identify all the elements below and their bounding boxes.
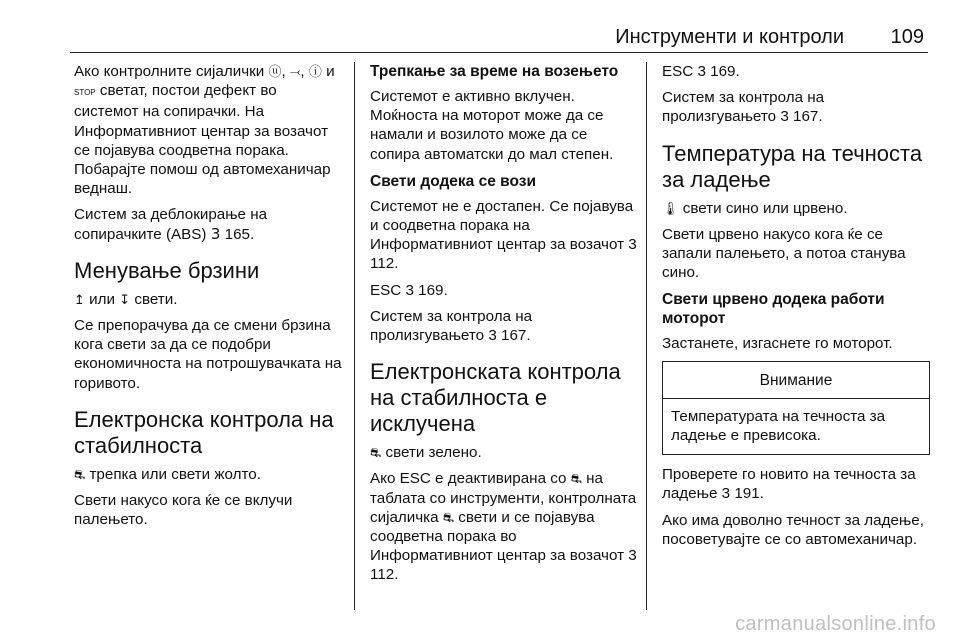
ref-arrow-icon: 3 [628, 547, 637, 565]
caution-title: Внимание [663, 362, 929, 399]
ref-arrow-icon: 3 [488, 327, 497, 345]
heading-lit-driving: Свети додека се вози [370, 172, 536, 190]
page-ref-link[interactable]: 112. [370, 566, 399, 584]
paragraph-not-available: Системот не е достапен. Се појавува и соодветна порака на Информативниот центар за возачот 3 112. [370, 197, 637, 273]
page-ref-link[interactable]: 165. [224, 225, 255, 243]
heading-gear-shift: Менување брзини [74, 257, 260, 283]
heading-esc: Електронска контрола на стабилноста [74, 406, 334, 458]
paragraph-esc-ref: ESC 3 169. [370, 281, 448, 299]
column-2 [370, 62, 640, 592]
esc-off-icon: ⛐ [370, 445, 382, 461]
page-number: 109 [890, 26, 924, 48]
paragraph-esc-ignition: Свети накусо кога ќе се вклучи палењето. [74, 492, 293, 529]
coolant-temperature-icon: 🌡 [662, 200, 679, 216]
paragraph-brake-warning: Ако контролните сијалички ⓤ, ⤙, ⓘ и STOP светат, постои дефект во системот на сопирачки. На Информативниот центар за возачот се појавува соодветна порака. Побарајте помош од автомеханичар веднаш. [74, 63, 335, 198]
brake-system-icon: ⓘ [308, 64, 322, 79]
paragraph-consult-mechanic: Ако има доволно течност за ладење, посоветувајте се со автомеханичар. [662, 511, 924, 548]
esc-icon: ⛐ [74, 466, 86, 482]
caution-box [662, 361, 930, 456]
paragraph-gear-icons: ↥ или ↧ свети. [74, 290, 178, 308]
column-divider-1 [354, 62, 355, 610]
paragraph-blinking: Системот е активно вклучен. Моќноста на моторот може да се намали и возилото може да се сопира автоматски до мал степен. [370, 88, 614, 163]
paragraph-stop-engine: Застанете, изгаснете го моторот. [662, 335, 893, 353]
paragraph-esc-icon: ⛐ трепка или свети жолто. [74, 465, 261, 483]
page-ref-link[interactable]: 112. [370, 255, 399, 273]
paragraph-traction-ref: Систем за контрола на пролизгувањето 3 167. [370, 307, 533, 345]
ref-arrow-icon: 3 [210, 224, 221, 243]
paragraph-check-level: Проверете го новито на течноста за ладење 3 191. [662, 466, 916, 503]
stop-icon: STOP [74, 88, 96, 98]
ref-arrow-icon: 3 [628, 236, 637, 254]
paragraph-gear-advice: Се препорачува да се смени брзина кога свети за да се подобри економичноста на потрошувачката на горивото. [74, 317, 342, 392]
heading-esc-off: Електронската контрола на стабилноста е исклучена [370, 359, 621, 437]
paragraph-abs-ref: Систем за деблокирање на сопирачките (ABS) 3 165. [74, 206, 268, 243]
page-ref-link[interactable]: 191. [734, 485, 764, 503]
heading-coolant-temp: Температура на течноста за ладење [662, 140, 923, 192]
upshift-icon: ↥ [74, 291, 85, 307]
paragraph-esc-off-icon: ⛐ свети зелено. [370, 444, 482, 462]
page-header [70, 22, 928, 53]
watermark: carmanualsonline.info [735, 613, 936, 635]
paragraph-temp-ignition: Свети црвено накусо кога ќе се запали палењето, а потоа станува сино. [662, 225, 906, 282]
abs-icon: ⓤ [268, 64, 282, 79]
ref-arrow-icon: 3 [721, 485, 731, 503]
heading-red-running: Свети црвено додека работи моторот [662, 291, 885, 328]
page-ref-link[interactable]: 167. [501, 327, 531, 345]
paragraph-esc-ref: ESC 3 169. [662, 63, 740, 80]
brake-pads-icon: ⤙ [289, 64, 301, 79]
page-ref-link[interactable]: 167. [793, 108, 823, 126]
ref-arrow-icon: 3 [780, 108, 789, 126]
heading-blinking: Трепкање за време на возењето [370, 63, 619, 80]
esc-off-icon: ⛐ [570, 471, 582, 487]
column-3 [662, 62, 930, 556]
paragraph-traction-ref: Систем за контрола на пролизгувањето 3 167. [662, 89, 825, 126]
column-divider-2 [646, 62, 647, 610]
ref-arrow-icon: 3 [405, 281, 414, 299]
esc-off-icon: ⛐ [442, 509, 455, 525]
page-ref-link[interactable]: 169. [710, 63, 740, 80]
page-title: Инструменти и контроли [615, 26, 844, 48]
paragraph-temp-icon: 🌡 свети сино или црвено. [662, 199, 848, 217]
downshift-icon: ↧ [119, 291, 131, 307]
paragraph-esc-deactivated: Ако ESC е деактивирана со ⛐ на таблата со инструменти, контролната сијаличка ⛐ свети и се појавува соодветна порака во Информативниот центар за возачот 3 112. [370, 470, 637, 584]
page-ref-link[interactable]: 169. [418, 281, 448, 299]
column-1 [74, 62, 344, 536]
ref-arrow-icon: 3 [697, 63, 706, 80]
caution-text: Температурата на течноста за ладење е превисока. [671, 407, 886, 445]
